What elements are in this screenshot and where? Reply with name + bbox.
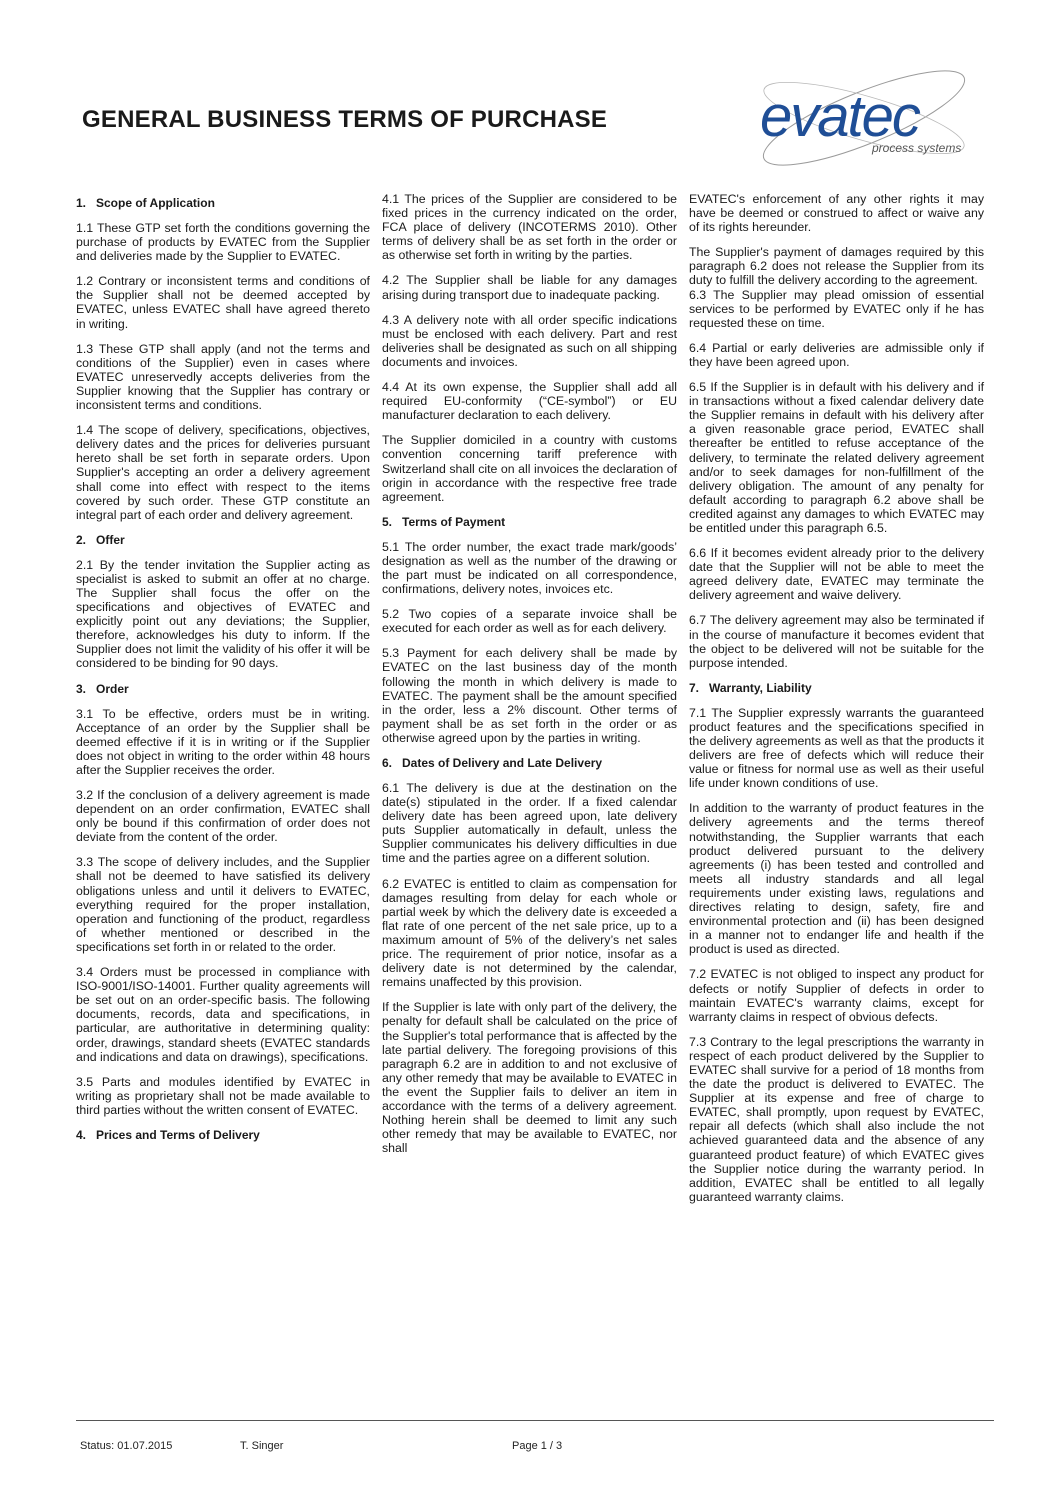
clause-paragraph: 1.1 These GTP set forth the conditions governing the purchase of products by EVATEC from the Supplier and deliveries made by the Supplier to EVATEC. [76, 221, 370, 264]
section-number: 7. [689, 680, 700, 695]
evatec-logo [752, 62, 992, 174]
footer-author: T. Singer [240, 1440, 284, 1452]
clause-paragraph: 7.2 EVATEC is not obliged to inspect any product for defects or notify Supplier of defects in order to maintain EVATEC's warranty claims, except for warranty claims in respect of obvious defects. [689, 967, 984, 1024]
section-title: Warranty, Liability [709, 680, 812, 695]
clause-paragraph: 3.3 The scope of delivery includes, and the Supplier shall not be deemed to have satisfied its delivery obligations unless and until it delivers to EVATEC, everything required for the proper installation, operation and functioning of the product, regardless of whether mentioned or described in the specifications set forth in or related to the order. [76, 855, 370, 954]
clause-paragraph: 7.1 The Supplier expressly warrants the guaranteed product features and the specifications specified in the delivery agreements as well as that the products it delivers are free of defects which will reduce their value or fitness for normal use as well as their useful life under known conditions of use. [689, 705, 984, 791]
section-heading [382, 515, 677, 529]
clause-paragraph: 6.6 If it becomes evident already prior to the delivery date that the Supplier will not be able to meet the agreed delivery date, EVATEC may terminate the delivery agreement and waive delivery. [689, 546, 984, 603]
clause-paragraph: 3.5 Parts and modules identified by EVATEC in writing as proprietary shall not be made available to third parties without the written consent of EVATEC. [76, 1074, 370, 1117]
footer-status: Status: 01.07.2015 [80, 1440, 173, 1452]
clause-paragraph: 4.2 The Supplier shall be liable for any damages arising during transport due to inadequate packing. [382, 273, 677, 302]
clause-paragraph: In addition to the warranty of product features in the delivery agreements and the terms thereof notwithstanding, the Supplier warrants that each product delivered pursuant to the delivery agreements (i) has been tested and controlled and meets all industry standards and all legal requirements under existing laws, regulations and directives relating to design, safety, fire and environmental protection and (ii) has been designed in a manner not to endanger life and health if the product is used as directed. [689, 801, 984, 957]
footer-page-number: Page 1 / 3 [512, 1440, 563, 1452]
clause-paragraph: 6.3 The Supplier may plead omission of essential services to be performed by EVATEC only if he has requested these on time. [689, 287, 984, 330]
section-number: 2. [76, 532, 87, 547]
logo-wordmark: evatec [760, 84, 919, 149]
section-title: Scope of Application [96, 196, 215, 210]
column-1 [76, 192, 370, 1153]
clause-paragraph: 5.1 The order number, the exact trade mark/goods’ designation as well as the number of the drawing or the part must be indicated on all correspondence, confirmations, delivery notes, invoices etc. [382, 539, 677, 597]
clause-paragraph: 5.2 Two copies of a separate invoice shall be executed for each order as well as for each delivery. [382, 607, 677, 636]
clause-paragraph: 7.3 Contrary to the legal prescriptions the warranty in respect of each product delivered by the Supplier to EVATEC shall survive for a period of 18 months from the date the product is delivered to EVATEC. The Supplier at its expense and free of charge to EVATEC, shall promptly, upon request by EVATEC, repair all defects (which shall also include the not achieved guaranteed data and the absence of any guaranteed product feature) of which EVATEC gives the Supplier notice during the warranty period. In addition, EVATEC shall be entitled to all legally guaranteed warranty claims. [689, 1034, 984, 1204]
column-3 [689, 192, 984, 1215]
clause-paragraph: 1.4 The scope of delivery, specifications, objectives, delivery dates and the prices for deliveries pursuant hereto shall be set forth in separate orders. Upon Supplier's accepting an order a delivery agreement shall come into effect with respect to the items covered by such order. These GTP constitute an integral part of each order and delivery agreement. [76, 423, 370, 522]
clause-paragraph: The Supplier's payment of damages required by this paragraph 6.2 does not release the Supplier from its duty to fulfill the delivery according to the agreement. [689, 245, 984, 288]
clause-paragraph: 5.3 Payment for each delivery shall be made by EVATEC on the last business day of the month following the month in which delivery is made to EVATEC. The payment shall be the amount specified in the order, less a 2% discount. Other terms of payment shall be as set forth in the order or as otherwise agreed upon by the parties in writing. [382, 646, 677, 745]
clause-paragraph: 1.2 Contrary or inconsistent terms and conditions of the Supplier shall not be deemed accepted by EVATEC, unless EVATEC shall have agreed thereto in writing. [76, 274, 370, 331]
clause-paragraph: 4.1 The prices of the Supplier are considered to be fixed prices in the currency indicated on the order, FCA place of delivery (INCOTERMS 2010). Other terms of delivery shall be as set forth in the order or as otherwise set forth in writing by the parties. [382, 192, 677, 263]
section-title: Prices and Terms of Delivery [96, 1127, 260, 1142]
section-number: 5. [382, 514, 393, 529]
clause-paragraph: 3.2 If the conclusion of a delivery agreement is made dependent on an order confirmation, EVATEC shall only be bound if this confirmation of order does not deviate from the content of the order. [76, 788, 370, 845]
clause-paragraph: 4.4 At its own expense, the Supplier shall add all required EU-conformity (“CE-symbol”) or EU manufacturer declaration to each delivery. [382, 380, 677, 423]
section-heading [382, 756, 677, 770]
column-2 [382, 192, 677, 1166]
section-number: 1. [76, 196, 87, 210]
clause-paragraph: EVATEC's enforcement of any other rights it may have be deemed or construed to affect or waive any of its rights hereunder. [689, 192, 984, 235]
section-title: Dates of Delivery and Late Delivery [402, 756, 603, 770]
clause-paragraph: 6.7 The delivery agreement may also be terminated if in the course of manufacture it becomes evident that the object to be delivered will not be suitable for the purpose intended. [689, 613, 984, 670]
footer-divider [76, 1420, 994, 1421]
clause-paragraph: 6.5 If the Supplier is in default with his delivery and if in transactions without a fixed calendar delivery date the Supplier remains in default with his delivery after a given reasonable grace period, EVATEC shall thereafter be entitled to refuse acceptance of the delivery, to terminate the related delivery agreement and/or to seek damages for non-fulfillment of the delivery obligation. The amount of any penalty for default according to paragraph 6.2 above shall be credited against any damages to which EVATEC may be entitled under this paragraph 6.5. [689, 380, 984, 535]
clause-paragraph: 3.1 To be effective, orders must be in writing. Acceptance of an order by the Supplier shall be deemed effective if it is in writing or if the Supplier does not object in writing to the order within 48 hours after the Supplier receives the order. [76, 706, 370, 777]
section-heading [76, 196, 370, 210]
section-heading [76, 533, 370, 547]
clause-paragraph: 4.3 A delivery note with all order specific indications must be enclosed with each delivery. Part and rest deliveries shall be designated as such on all shipping documents and invoices. [382, 312, 677, 369]
clause-paragraph: 6.1 The delivery is due at the destination on the date(s) stipulated in the order. If a fixed calendar delivery date has been agreed upon, late delivery puts Supplier automatically in default, unless the Supplier communicates his delivery difficulties in due time and the parties agree on a different solution. [382, 781, 677, 866]
section-title: Terms of Payment [402, 514, 506, 529]
section-heading [689, 681, 984, 695]
logo-tagline: process systems [872, 141, 962, 155]
section-title: Order [96, 681, 129, 696]
clause-paragraph: 2.1 By the tender invitation the Supplier acting as specialist is asked to submit an offer at no charge. The Supplier shall focus the offer on the specifications and objectives of EVATEC and explicitly point out any deviations; the Supplier, therefore, acknowledges his duty to inform. If the Supplier does not limit the validity of his offer it will be considered to be binding for 90 days. [76, 557, 370, 671]
clause-paragraph: 6.4 Partial or early deliveries are admissible only if they have been agreed upon. [689, 340, 984, 369]
section-number: 3. [76, 681, 87, 696]
document-title: GENERAL BUSINESS TERMS OF PURCHASE [82, 106, 608, 133]
section-heading [76, 682, 370, 696]
clause-paragraph: 6.2 EVATEC is entitled to claim as compensation for damages resulting from delay for each whole or partial week by which the delivery date is exceeded a flat rate of one percent of the net sale price, up to a maximum amount of 5% of the delivery’s net sales price. The requirement of prior notice, insofar as a delivery date is not determined by the calendar, remains unaffected by this provision. [382, 876, 677, 990]
section-title: Offer [96, 532, 125, 547]
clause-paragraph: The Supplier domiciled in a country with customs convention concerning tariff preference with Switzerland shall cite on all invoices the declaration of origin in accordance with the respective free trade agreement. [382, 433, 677, 504]
section-heading [76, 1128, 370, 1142]
section-number: 6. [382, 756, 393, 770]
clause-paragraph: 1.3 These GTP shall apply (and not the terms and conditions of the Supplier) even in cases where EVATEC unreservedly accepts deliveries from the Supplier knowing that the Supplier has contrary or inconsistent terms and conditions. [76, 341, 370, 413]
clause-paragraph: If the Supplier is late with only part of the delivery, the penalty for default shall be calculated on the price of the Supplier's total performance that is affected by the late partial delivery. The foregoing provisions of this paragraph 6.2 are in addition to and not exclusive of any other remedy that may be available to EVATEC in the event the Supplier fails to deliver an item in accordance with the terms of a delivery agreement. Nothing herein shall be deemed to limit any such other remedy that may be available to EVATEC, nor shall [382, 1000, 677, 1156]
clause-paragraph: 3.4 Orders must be processed in compliance with ISO-9001/ISO-14001. Further quality agreements will be set out on an order-specific basis. The following documents, records, data and specifications, in particular, are authoritative in determining quality: order, drawings, standard sheets (EVATEC standards and indications and data on drawings), specifications. [76, 965, 370, 1064]
section-number: 4. [76, 1127, 87, 1142]
